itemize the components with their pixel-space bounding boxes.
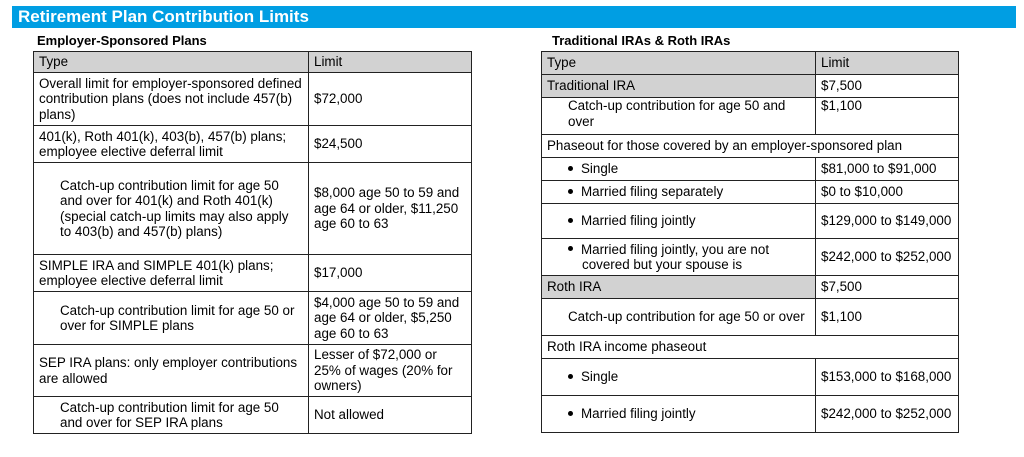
- limit-cell: $242,000 to $252,000: [816, 239, 959, 276]
- type-cell: 401(k), Roth 401(k), 403(b), 457(b) plans; employee elective deferral limit: [34, 126, 309, 163]
- table-row: [542, 396, 959, 433]
- ira-table: [541, 51, 959, 433]
- type-text: Married filing separately: [581, 184, 724, 200]
- bullet-icon: [568, 189, 573, 194]
- type-cell: [542, 396, 816, 433]
- limit-cell: $242,000 to $252,000: [816, 396, 959, 433]
- col-header-limit: Limit: [309, 52, 472, 73]
- type-text: Single: [581, 369, 619, 385]
- col-header-type: Type: [34, 52, 309, 73]
- table-row: [34, 397, 472, 434]
- limit-cell: Lesser of $72,000 or 25% of wages (20% for owners): [309, 345, 472, 397]
- type-cell: Catch-up contribution limit for age 50 or over for SIMPLE plans: [34, 292, 309, 345]
- col-header-limit: Limit: [816, 52, 959, 75]
- type-text: Married filing jointly: [581, 406, 696, 422]
- type-cell: Catch-up contribution for age 50 or over: [542, 299, 816, 336]
- type-text: Married filing jointly, you are not covered but your spouse is: [581, 241, 770, 272]
- type-cell: Catch-up contribution limit for age 50 and over for SEP IRA plans: [34, 397, 309, 434]
- limit-cell: $24,500: [309, 126, 472, 163]
- type-cell: SIMPLE IRA and SIMPLE 401(k) plans; employee elective deferral limit: [34, 255, 309, 292]
- type-cell: Traditional IRA: [542, 75, 816, 98]
- type-cell: [542, 239, 816, 276]
- limit-cell: $153,000 to $168,000: [816, 359, 959, 396]
- type-cell: Catch-up contribution for age 50 and over: [542, 98, 816, 135]
- limit-cell: $7,500: [816, 276, 959, 299]
- type-cell: SEP IRA plans: only employer contributions are allowed: [34, 345, 309, 397]
- table-header-row: [34, 52, 472, 73]
- col-header-type: Type: [542, 52, 816, 75]
- type-cell: [542, 359, 816, 396]
- table-row: [542, 204, 959, 239]
- table-row: [542, 336, 959, 359]
- limit-cell: $4,000 age 50 to 59 and age 64 or older, $5,250 age 60 to 63: [309, 292, 472, 345]
- table-row: [542, 276, 959, 299]
- table-row: [34, 163, 472, 255]
- table-row: [34, 345, 472, 397]
- table-row: [34, 255, 472, 292]
- employer-plans-heading: Employer-Sponsored Plans: [37, 33, 207, 48]
- table-row: [542, 359, 959, 396]
- limit-cell: $0 to $10,000: [816, 181, 959, 204]
- type-cell: Catch-up contribution limit for age 50 and over for 401(k) and Roth 401(k) (special catch-up limits may also apply to 403(b) and 457(b) plans): [34, 163, 309, 255]
- limit-cell: $1,100: [816, 299, 959, 336]
- type-cell: [542, 181, 816, 204]
- limit-cell: Not allowed: [309, 397, 472, 434]
- section-heading: Roth IRA income phaseout: [542, 336, 959, 359]
- table-row: [542, 299, 959, 336]
- bullet-icon: [568, 374, 573, 379]
- table-row: [34, 292, 472, 345]
- table-row: [542, 75, 959, 98]
- table-row: [542, 158, 959, 181]
- limit-cell: $129,000 to $149,000: [816, 204, 959, 239]
- section-heading: Phaseout for those covered by an employer-sponsored plan: [542, 135, 959, 158]
- bullet-icon: [568, 411, 573, 416]
- limit-cell: $81,000 to $91,000: [816, 158, 959, 181]
- bullet-icon: [568, 246, 573, 251]
- table-header-row: [542, 52, 959, 75]
- table-row: [542, 98, 959, 135]
- type-cell: [542, 158, 816, 181]
- limit-cell: $72,000: [309, 73, 472, 126]
- table-row: [542, 135, 959, 158]
- bullet-icon: [568, 166, 573, 171]
- type-text: Married filing jointly: [581, 213, 696, 229]
- type-cell: Roth IRA: [542, 276, 816, 299]
- limit-cell: $7,500: [816, 75, 959, 98]
- type-cell: [542, 204, 816, 239]
- page-title: Retirement Plan Contribution Limits: [12, 6, 1016, 28]
- table-row: [542, 239, 959, 276]
- employer-plans-table: [33, 51, 472, 434]
- table-row: [34, 73, 472, 126]
- table-row: [34, 126, 472, 163]
- ira-heading: Traditional IRAs & Roth IRAs: [552, 33, 731, 48]
- bullet-icon: [568, 218, 573, 223]
- limit-cell: $8,000 age 50 to 59 and age 64 or older, $11,250 age 60 to 63: [309, 163, 472, 255]
- table-row: [542, 181, 959, 204]
- limit-cell: $1,100: [816, 98, 959, 135]
- limit-cell: $17,000: [309, 255, 472, 292]
- type-cell: Overall limit for employer-sponsored defined contribution plans (does not include 457(b) plans): [34, 73, 309, 126]
- type-text: Single: [581, 161, 619, 177]
